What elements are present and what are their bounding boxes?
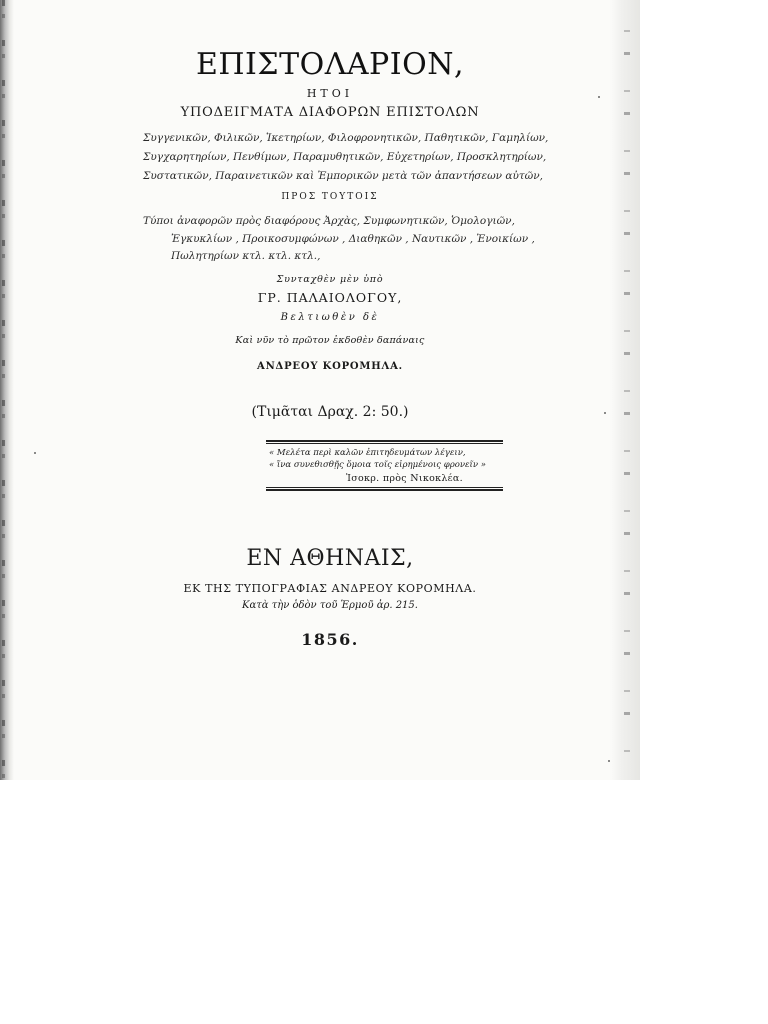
letter-types-line: Συγχαρητηρίων, Πενθίμων, Παραμυθητικῶν, Εὐχετηρίων, Προσκλητηρίων, [143, 151, 547, 163]
double-rule-bottom [266, 487, 503, 491]
document-types-line: Ἐγκυκλίων , Προικοσυμφώνων , Διαθηκῶν , Ναυτικῶν , Ἐνοικίων , [171, 233, 535, 245]
letter-types-line: Συγγενικῶν, Φιλικῶν, Ἱκετηρίων, Φιλοφρονητικῶν, Παθητικῶν, Γαμηλίων, [143, 132, 549, 144]
letter-types-line: Συστατικῶν, Παραινετικῶν καὶ Ἐμπορικῶν μετὰ τῶν ἀπαντήσεων αὐτῶν, [143, 170, 543, 182]
blank-area [0, 780, 768, 1024]
in-addition-heading: ΠΡΟΣ ΤΟΥΤΟΙΣ [281, 192, 379, 202]
double-rule-top [266, 440, 503, 444]
book-title: ΕΠΙΣΤΟΛΑΡΙΟΝ, [196, 47, 464, 82]
epigraph-attribution: Ἰσοκρ. πρὸς Νικοκλέα. [346, 473, 463, 484]
epigraph-line: « Μελέτα περὶ καλῶν ἐπιτηδευμάτων λέγειν, [269, 448, 466, 458]
compiled-by-line: Συνταχθὲν μὲν ὑπὸ [276, 274, 384, 285]
epigraph [266, 440, 503, 492]
paper-speck [608, 760, 610, 762]
right-page-edge [610, 0, 640, 780]
publication-year: 1856. [301, 630, 359, 649]
press-address: Κατὰ τὴν ὁδὸν τοῦ Ἑρμοῦ ἀρ. 215. [242, 600, 418, 611]
improved-line: Βελτιωθὲν δὲ [280, 312, 380, 323]
printed-note: Καὶ νῦν τὸ πρῶτον ἐκδοθὲν δαπάναις [235, 335, 425, 346]
publication-city: ΕΝ ΑΘΗΝΑΙΣ, [246, 546, 414, 571]
title-conjunction: ΗΤΟΙ [306, 87, 354, 100]
publisher-name: ΑΝΔΡΕΟΥ ΚΟΡΟΜΗΛΑ. [257, 361, 403, 372]
left-binding-shadow [0, 0, 14, 780]
paper-speck [604, 412, 606, 414]
printing-press: ΕΚ ΤΗΣ ΤΥΠΟΓΡΑΦΙΑΣ ΑΝΔΡΕΟΥ ΚΟΡΟΜΗΛΑ. [183, 582, 477, 595]
author-name: ΓΡ. ΠΑΛΑΙΟΛΟΓΟΥ, [257, 290, 403, 305]
paper-speck [34, 452, 36, 454]
price-line: (Τιμᾶται Δραχ. 2: 50.) [251, 404, 409, 420]
document-types-line: Τύποι ἀναφορῶν πρὸς διαφόρους Ἀρχὰς, Συμφωνητικῶν, Ὁμολογιῶν, [143, 215, 515, 227]
epigraph-line: « ἵνα συνεθισθῇς ὅμοια τοῖς εἰρημένοις φρονεῖν » [269, 460, 486, 470]
paper-speck [598, 96, 600, 98]
book-subtitle: ΥΠΟΔΕΙΓΜΑΤΑ ΔΙΑΦΟΡΩΝ ΕΠΙΣΤΟΛΩΝ [180, 105, 480, 120]
document-types-line: Πωλητηρίων κτλ. κτλ. κτλ., [171, 250, 321, 262]
